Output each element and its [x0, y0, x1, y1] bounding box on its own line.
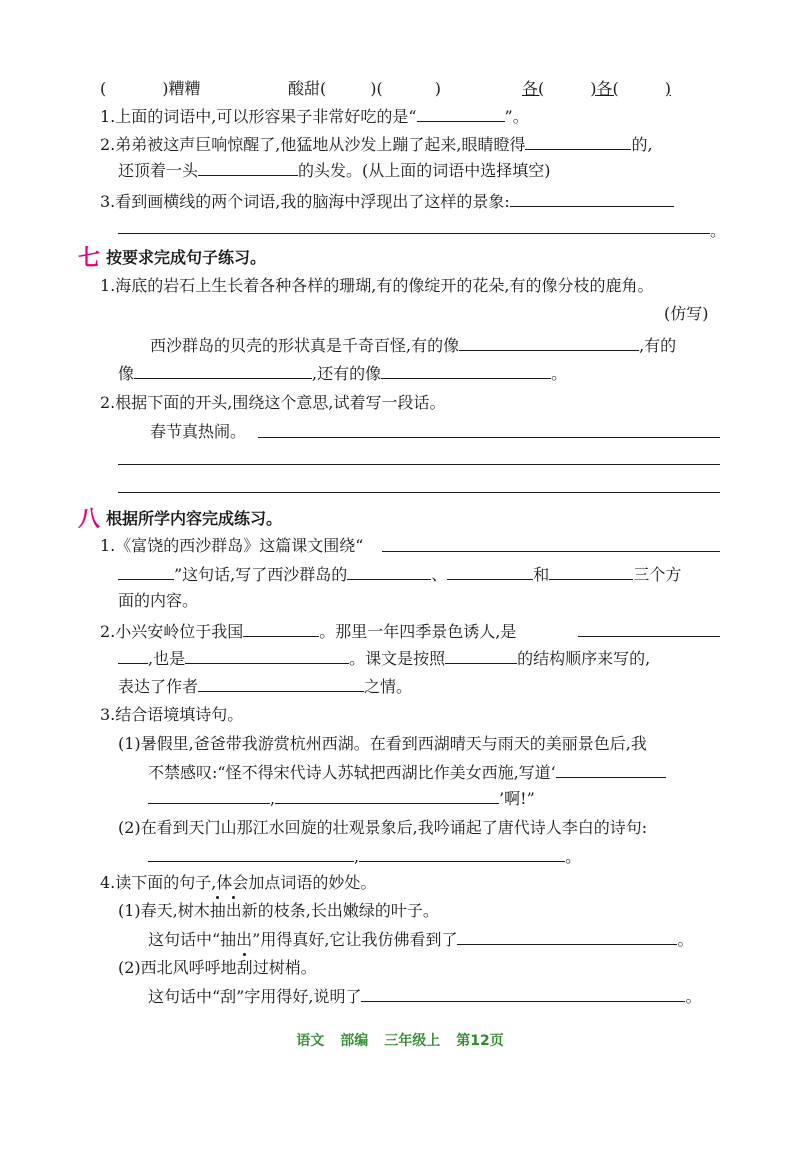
- text: 2.小兴安岭位于我国: [100, 622, 244, 641]
- answer-line[interactable]: [118, 492, 720, 493]
- q8-item-1: [100, 535, 363, 557]
- text: 三个方: [633, 565, 682, 584]
- blank[interactable]: [243, 620, 319, 637]
- blank[interactable]: [556, 761, 666, 778]
- q7-item-2-start: [150, 421, 246, 443]
- blank[interactable]: [148, 787, 270, 804]
- blank[interactable]: [510, 190, 674, 207]
- footer-subject: 语文: [296, 1033, 325, 1049]
- text: 。那里一年四季景色诱人,是: [319, 622, 517, 641]
- q8-item-4-2: [118, 957, 317, 979]
- q8-item-3-1-cont: [148, 761, 666, 783]
- section-number: 七: [78, 246, 101, 271]
- paren-close: ): [434, 79, 442, 98]
- dotted-word: 刮: [236, 958, 253, 977]
- answer-line[interactable]: [578, 636, 720, 637]
- blank[interactable]: [361, 985, 685, 1002]
- text: 的头发。(从上面的词语中选择填空): [298, 161, 551, 180]
- text: 1.上面的词语中,可以形容果子非常好吃的是“: [100, 107, 417, 126]
- q6-item-2: [100, 133, 653, 155]
- q8-item-3: 3.结合语境填诗句。: [100, 705, 244, 724]
- text: ’啊!”: [499, 789, 535, 808]
- q8-item-4-1-q: [148, 928, 693, 950]
- blank[interactable]: [275, 787, 499, 804]
- word-suantian: 酸甜: [288, 79, 321, 98]
- blank[interactable]: [198, 675, 364, 692]
- text: ,还有的像: [312, 364, 382, 383]
- text: 。: [551, 364, 568, 383]
- answer-line[interactable]: [382, 551, 720, 552]
- word-ge: 各: [596, 79, 613, 98]
- blank[interactable]: [347, 563, 431, 580]
- text: 1.《富饶的西沙群岛》这篇课文围绕“: [100, 536, 364, 555]
- q8-item-4-1: [118, 900, 439, 922]
- word-row-b: [288, 78, 441, 100]
- footer-grade: 三年级上: [384, 1033, 441, 1049]
- text: 像: [118, 364, 135, 383]
- word-row: [100, 78, 201, 100]
- paren-open: (: [612, 79, 619, 98]
- paren-open: (: [100, 79, 107, 98]
- paren-open: (: [320, 79, 327, 98]
- text: ,有的: [639, 336, 677, 355]
- text: ,: [270, 789, 276, 808]
- blank[interactable]: [459, 334, 639, 351]
- text: 新的枝条,长出嫩绿的叶子。: [241, 901, 439, 920]
- answer-line[interactable]: [258, 437, 720, 438]
- q7-item-1-imitate-cont: [118, 362, 567, 384]
- blank[interactable]: [198, 159, 298, 176]
- text: 表达了作者: [118, 677, 199, 696]
- q7-item-2: 2.根据下面的开头,围绕这个意思,试着写一段话。: [100, 393, 446, 412]
- section-8-header: [78, 507, 282, 532]
- answer-line[interactable]: [118, 233, 710, 234]
- blank[interactable]: [134, 362, 312, 379]
- blank[interactable]: [118, 647, 148, 664]
- text: (1)春天,树木: [118, 901, 210, 920]
- text: ,也是: [148, 649, 186, 668]
- paren-open: (: [376, 79, 383, 98]
- text: 这句话中“刮”字用得好,说明了: [148, 987, 362, 1006]
- text: ”这句话,写了西沙群岛的: [174, 565, 348, 584]
- q8-item-4: 4.读下面的句子,体会加点词语的妙处。: [100, 873, 377, 892]
- text: 的结构顺序来写的,: [517, 649, 651, 668]
- text: 、: [431, 565, 448, 584]
- dotted-word: 出: [225, 901, 242, 920]
- word-zaozao: 糟糟: [168, 79, 201, 98]
- word-ge: 各: [522, 79, 539, 98]
- section-title: 按要求完成句子练习。: [106, 248, 267, 267]
- blank[interactable]: [549, 563, 633, 580]
- text: (2)西北风呼呼地: [118, 958, 237, 977]
- answer-line[interactable]: [118, 464, 720, 465]
- q8-item-2: [100, 620, 516, 642]
- section-7-header: [78, 246, 266, 271]
- paren-close: ): [664, 79, 672, 98]
- footer-page-number: 第12页: [456, 1033, 504, 1049]
- blank[interactable]: [118, 563, 174, 580]
- q8-item-3-2-cont: [148, 845, 581, 867]
- text: 。课文是按照: [349, 649, 446, 668]
- text: 春节真热闹。: [150, 422, 247, 441]
- word-row-c: [522, 78, 671, 100]
- blank[interactable]: [185, 647, 349, 664]
- q7-item-1: 1.海底的岩石上生长着各种各样的珊瑚,有的像绽开的花朵,有的像分枝的鹿角。: [100, 276, 654, 295]
- text: 的,: [631, 135, 653, 154]
- text: 不禁感叹:“怪不得宋代诗人苏轼把西湖比作美女西施,写道‘: [148, 763, 556, 782]
- q8-item-4-2-q: [148, 985, 701, 1007]
- q8-item-3-1: (1)暑假里,爸爸带我游赏杭州西湖。在看到西湖晴天与雨天的美丽景色后,我: [118, 734, 647, 753]
- blank[interactable]: [457, 928, 677, 945]
- q8-item-3-2: (2)在看到天门山那江水回旋的壮观景象后,我吟诵起了唐代诗人李白的诗句:: [118, 818, 648, 837]
- paren-close: ): [162, 79, 169, 98]
- period: 。: [710, 221, 727, 240]
- text: ,: [354, 847, 360, 866]
- q6-item-2-cont: [118, 159, 551, 181]
- blank[interactable]: [359, 845, 565, 862]
- text: 过树梢。: [252, 958, 317, 977]
- text: ”。: [504, 107, 529, 126]
- q8-item-1-cont: [118, 563, 681, 585]
- section-number: 八: [78, 507, 101, 532]
- text: 2.弟弟被这声巨响惊醒了,他猛地从沙发上蹦了起来,眼睛瞪得: [100, 135, 526, 154]
- text: 西沙群岛的贝壳的形状真是千奇百怪,有的像: [150, 336, 460, 355]
- q8-item-2-end: [118, 675, 412, 697]
- q6-item-1: [100, 105, 529, 127]
- paren-open: (: [538, 79, 545, 98]
- text: 。: [685, 987, 702, 1006]
- text: 还顶着一头: [118, 161, 199, 180]
- note-fangxie: (仿写): [664, 304, 709, 323]
- blank[interactable]: [417, 105, 505, 122]
- q6-item-3: [100, 190, 674, 212]
- blank[interactable]: [148, 845, 354, 862]
- q7-item-1-imitate: [150, 334, 676, 356]
- dotted-word: 抽: [209, 901, 226, 920]
- blank[interactable]: [525, 133, 631, 150]
- blank[interactable]: [381, 362, 551, 379]
- paren-close: ): [370, 79, 377, 98]
- paren-close: ): [590, 79, 597, 98]
- q8-item-2-cont: [118, 647, 650, 669]
- section-title: 根据所学内容完成练习。: [106, 509, 283, 528]
- footer-edition: 部编: [340, 1033, 369, 1049]
- text: 之情。: [364, 677, 413, 696]
- page-footer: [0, 1031, 800, 1051]
- blank[interactable]: [447, 563, 533, 580]
- text: 。: [565, 847, 582, 866]
- text: 这句话中“抽出”用得真好,它让我仿佛看到了: [148, 930, 458, 949]
- q8-item-1-end: 面的内容。: [118, 591, 199, 610]
- q8-item-3-1-end: [148, 787, 535, 809]
- text: 3.看到画横线的两个词语,我的脑海中浮现出了这样的景象:: [100, 192, 510, 211]
- blank[interactable]: [445, 647, 517, 664]
- text: 和: [533, 565, 550, 584]
- text: 。: [677, 930, 694, 949]
